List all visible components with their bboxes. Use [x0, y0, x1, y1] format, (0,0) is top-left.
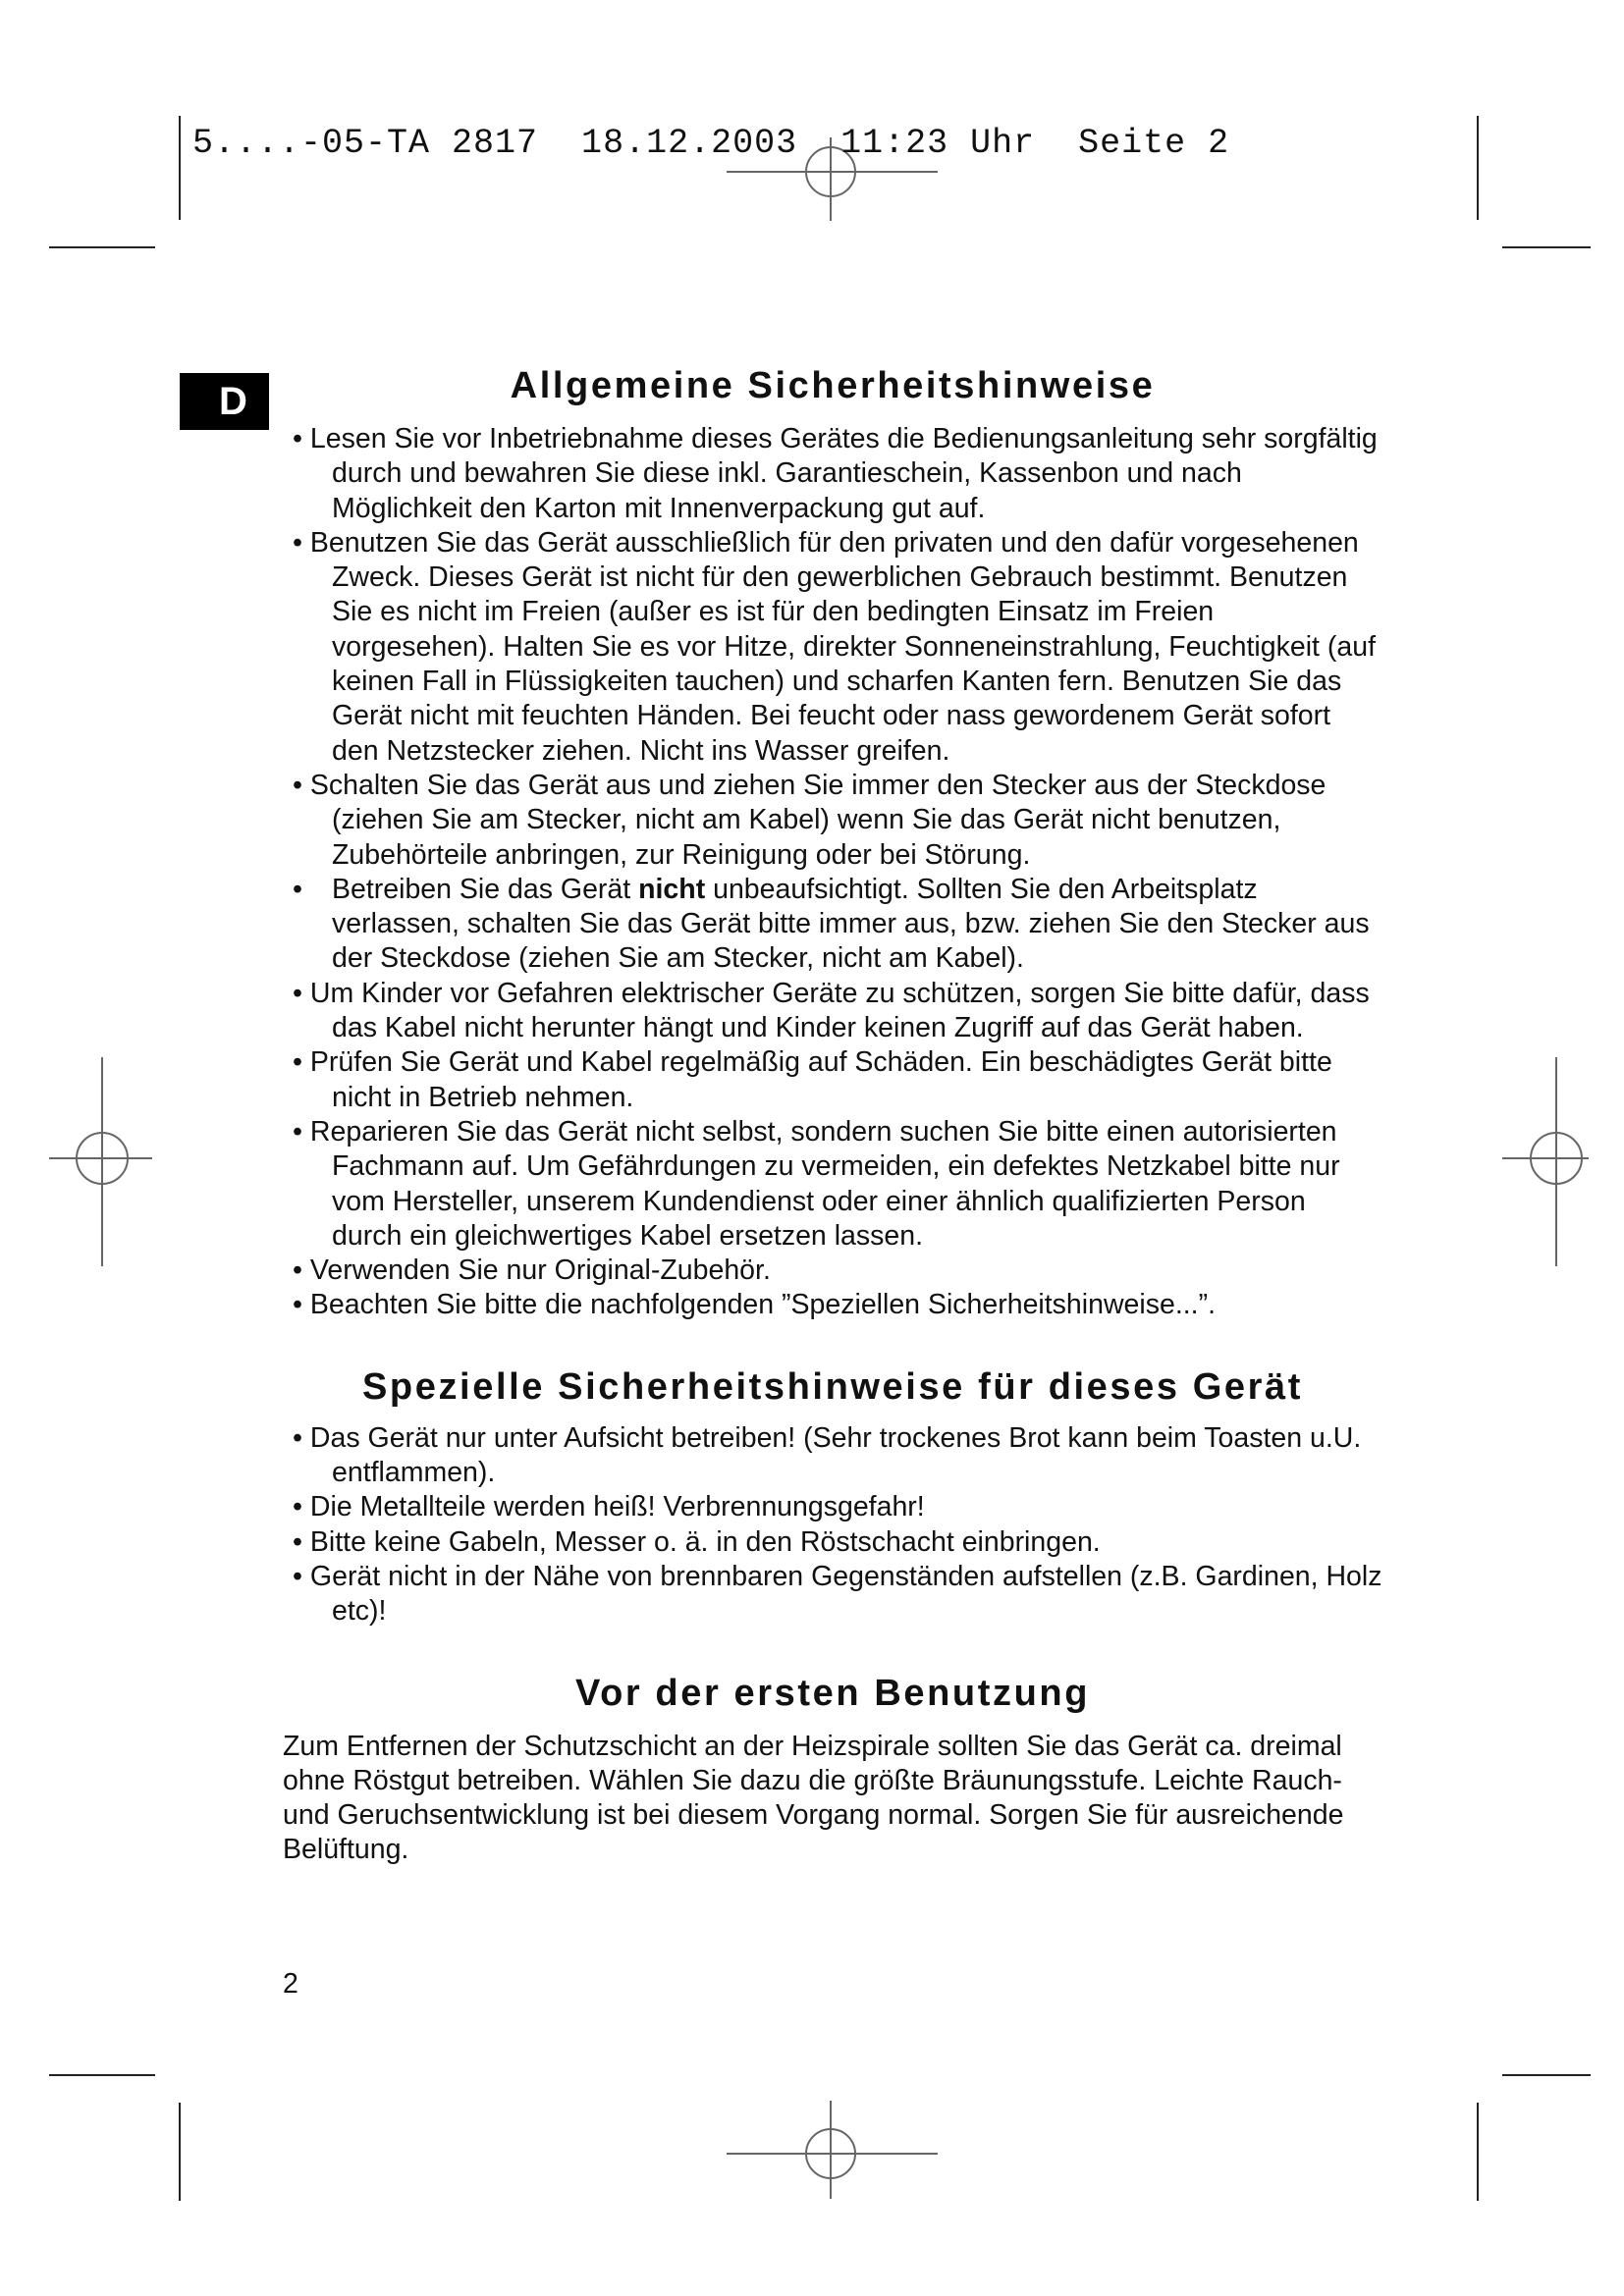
list-item: • Schalten Sie das Gerät aus und ziehen Sie immer den Stecker aus der Steckdose (ziehen Sie am Stecker, nicht am Kabel) wenn Sie das Gerät nicht benutzen, Zubehörteile anbringen, zur Reinigung oder bei Störung. — [293, 769, 1326, 871]
section-title-first-use: Vor der ersten Benutzung — [574, 1672, 1091, 1714]
list-item: • Prüfen Sie Gerät und Kabel regelmäßig auf Schäden. Ein beschädigtes Gerät bitte nicht in Betrieb nehmen. — [293, 1046, 1332, 1113]
first-use-paragraph: Zum Entfernen der Schutzschicht an der Heizspirale sollten Sie das Gerät ca. dreimal ohne Röstgut betreiben. Wählen Sie dazu die größte Bräunungsstufe. Leichte Rauch- und Geruchsentwicklung ist bei diesem Vorgang normal. Sorgen Sie für ausreichende Belüftung. — [283, 1730, 1344, 1866]
list-item: • Benutzen Sie das Gerät ausschließlich für den privaten und den dafür vorgesehenen Zweck. Dieses Gerät ist nicht für den gewerblichen Gebrauch bestimmt. Benutzen Sie es nicht im Freien (außer es ist für den bedingten Einsatz im Freien vorgesehen). Halten Sie es vor Hitze, direkter Sonneneinstrahlung, Feuchtigkeit (auf keinen Fall in Flüssigkeiten tauchen) und scharfen Kanten fern. Benutzen Sie das Gerät nicht mit feuchten Händen. Bei feucht oder nass gewordenem Gerät sofort den Netzstecker ziehen. Nicht ins Wasser greifen. — [293, 526, 1376, 767]
bullet: • — [293, 873, 302, 905]
list-item: • Gerät nicht in der Nähe von brennbaren Gegenständen aufstellen (z.B. Gardinen, Holz etc)! — [293, 1560, 1382, 1628]
bullet: • — [293, 423, 302, 454]
emphasis-nicht: nicht — [638, 873, 706, 905]
list-item: • Betreiben Sie das Gerät nicht unbeaufsichtigt. Sollten Sie den Arbeitsplatz verlassen, schalten Sie das Gerät bitte immer aus, bzw. ziehen Sie den Stecker aus der Steckdose (ziehen Sie am Stecker, nicht am Kabel). — [293, 873, 1370, 975]
bullet: • — [293, 1421, 302, 1454]
section-title-general: Allgemeine Sicherheitshinweise — [510, 365, 1156, 406]
bullet: • — [293, 977, 302, 1009]
special-safety-list — [283, 1421, 1382, 1629]
bullet: • — [293, 1046, 302, 1079]
list-item: • Um Kinder vor Gefahren elektrischer Geräte zu schützen, sorgen Sie bitte dafür, dass das Kabel nicht herunter hängt und Kinder keinen Zugriff auf das Gerät haben. — [293, 977, 1370, 1044]
general-safety-list — [283, 422, 1382, 1323]
bullet: • — [293, 1560, 302, 1592]
print-slug: 5....-05-TA 2817 18.12.2003 11:23 Uhr Seite 2 — [192, 124, 1230, 163]
bullet: • — [293, 1255, 302, 1287]
bullet: • — [293, 1289, 302, 1321]
list-item: • Lesen Sie vor Inbetriebnahme dieses Gerätes die Bedienungsanleitung sehr sorgfältig durch und bewahren Sie diese inkl. Garantieschein, Kassenbon und nach Möglichkeit den Karton mit Innenverpackung gut auf. — [293, 423, 1378, 524]
bullet: • — [293, 1491, 302, 1523]
bullet: • — [293, 769, 302, 801]
bullet: • — [293, 526, 302, 559]
list-item: • Reparieren Sie das Gerät nicht selbst, sondern suchen Sie bitte einen autorisierten Fachmann auf. Um Gefährdungen zu vermeiden, ein defektes Netzkabel bitte nur vom Hersteller, unserem Kundendienst oder einer ähnlich qualifizierten Person durch ein gleichwertiges Kabel ersetzen lassen. — [293, 1115, 1340, 1252]
section-title-special: Spezielle Sicherheitshinweise für dieses Gerät — [361, 1365, 1304, 1408]
page-content — [283, 361, 1382, 1868]
bullet: • — [293, 1525, 302, 1558]
list-item: • Das Gerät nur unter Aufsicht betreiben! (Sehr trockenes Brot kann beim Toasten u.U. entflammen). — [293, 1421, 1362, 1489]
language-tab: D — [180, 373, 269, 430]
list-item: • Bitte keine Gabeln, Messer o. ä. in den Röstschacht einbringen. — [283, 1525, 1382, 1560]
list-item: • Die Metallteile werden heiß! Verbrennungsgefahr! — [283, 1490, 1382, 1524]
bullet: • — [293, 1115, 302, 1148]
list-item: • Verwenden Sie nur Original-Zubehör. — [283, 1254, 1382, 1288]
page-number: 2 — [283, 1968, 298, 2000]
list-item: • Beachten Sie bitte die nachfolgenden ”Speziellen Sicherheitshinweise...”. — [283, 1288, 1382, 1322]
